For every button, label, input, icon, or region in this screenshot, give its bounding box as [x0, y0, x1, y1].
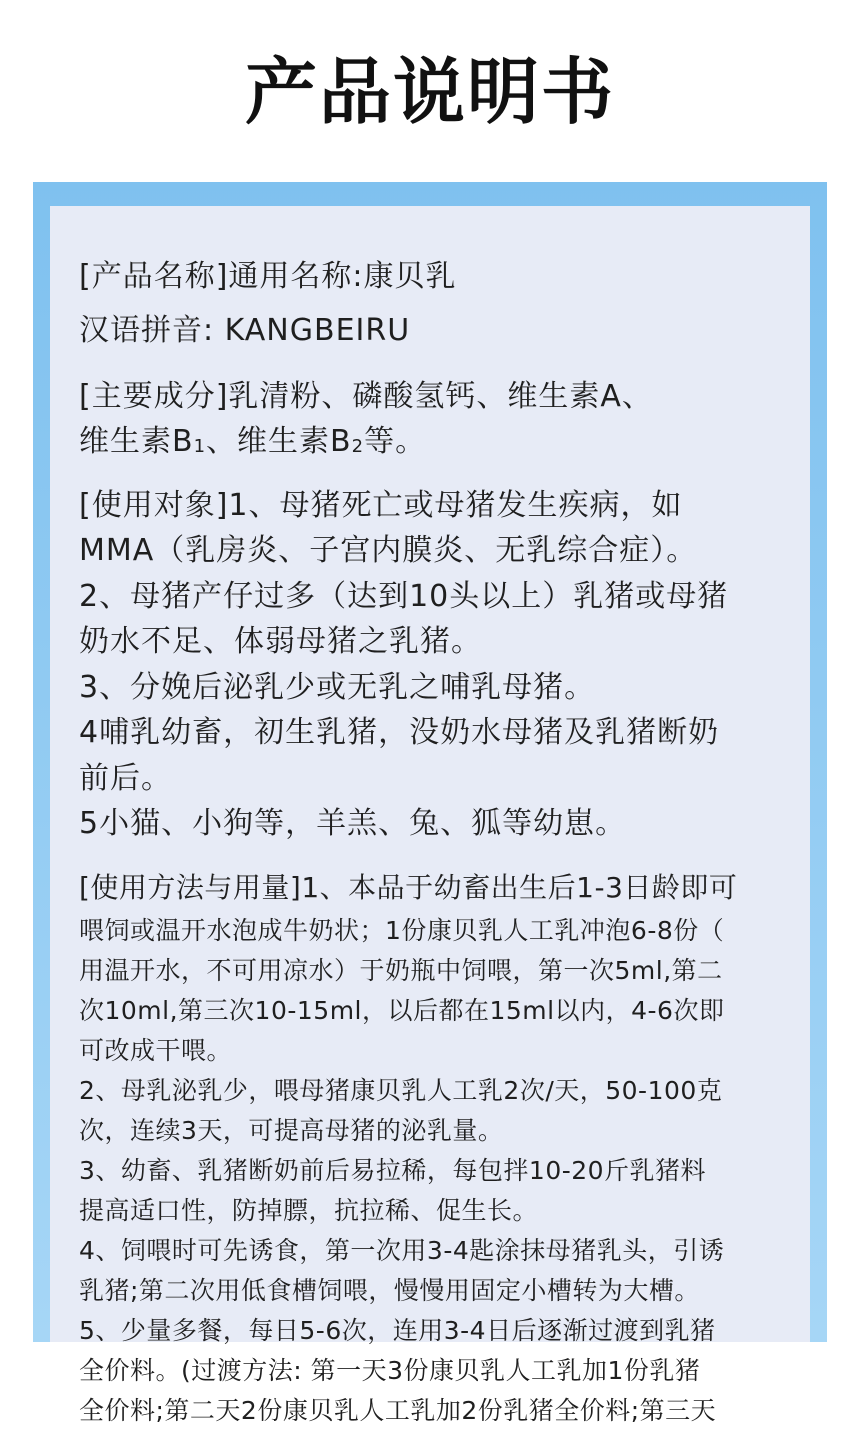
dosage-line: 乳猪;第二次用低食槽饲喂，慢慢用固定小槽转为大槽。	[79, 1275, 700, 1305]
usage-targets-line: [使用对象]1、母猪死亡或母猪发生疾病，如	[79, 487, 683, 523]
ingredients-line-1: [主要成分]乳清粉、磷酸氢钙、维生素A、	[79, 379, 653, 414]
dosage-line: [使用方法与用量]1、本品于幼畜出生后1-3日龄即可	[79, 870, 738, 904]
dosage-line: 5、少量多餐，每日5-6次，连用3-4日后逐渐过渡到乳猪	[79, 1315, 716, 1345]
usage-targets-line: 4哺乳幼畜，初生乳猪，没奶水母猪及乳猪断奶	[79, 715, 720, 751]
subscript-2: 2	[351, 435, 365, 457]
ingredients-text-b: 、维生素B	[206, 424, 352, 459]
ingredients-line-2	[79, 419, 799, 469]
usage-targets-line: 3、分娩后泌乳少或无乳之哺乳母猪。	[79, 669, 596, 705]
dosage-line: 次，连续3天，可提高母猪的泌乳量。	[79, 1115, 504, 1145]
dosage-line: 3、幼畜、乳猪断奶前后易拉稀，每包拌10-20斤乳猪料	[79, 1155, 707, 1185]
page-title: 产品说明书	[244, 50, 615, 134]
usage-targets-line: MMA（乳房炎、子宫内膜炎、无乳综合症）。	[79, 533, 698, 569]
product-name-section	[79, 248, 799, 360]
dosage-line: 次10ml,第三次10-15ml，以后都在15ml以内，4-6次即	[79, 995, 725, 1025]
instructions-content	[79, 256, 799, 1431]
usage-targets-line: 2、母猪产仔过多（达到10头以上）乳猪或母猪	[79, 578, 729, 614]
subscript-1: 1	[193, 435, 207, 457]
usage-targets-line: 5小猫、小狗等，羊羔、兔、狐等幼崽。	[79, 806, 627, 842]
usage-targets-section	[79, 483, 799, 847]
dosage-line: 全价料。(过渡方法: 第一天3份康贝乳人工乳加1份乳猪	[79, 1355, 701, 1385]
dosage-line: 2、母乳泌乳少，喂母猪康贝乳人工乳2次/天，50-100克	[79, 1075, 723, 1105]
dosage-line: 全价料;第二天2份康贝乳人工乳加2份乳猪全价料;第三天	[79, 1395, 717, 1425]
dosage-line: 4、饲喂时可先诱食，第一次用3-4匙涂抹母猪乳头，引诱	[79, 1235, 725, 1265]
pinyin-line: 汉语拼音: KANGBEIRU	[79, 313, 411, 348]
ingredients-text-a: 维生素B	[79, 424, 194, 459]
dosage-line: 提高适口性，防掉膘，抗拉稀、促生长。	[79, 1195, 539, 1225]
usage-targets-line: 前后。	[79, 760, 172, 796]
dosage-section	[79, 865, 799, 1431]
usage-targets-line: 奶水不足、体弱母猪之乳猪。	[79, 624, 482, 660]
dosage-line: 用温开水，不可用凉水）于奶瓶中饲喂，第一次5ml,第二	[79, 955, 723, 985]
dosage-line: 喂饲或温开水泡成牛奶状；1份康贝乳人工乳冲泡6-8份（	[79, 915, 725, 945]
instructions-frame	[33, 182, 827, 1425]
instructions-panel	[50, 206, 810, 1425]
product-name-line: [产品名称]通用名称:康贝乳	[79, 259, 457, 294]
dosage-line: 可改成干喂。	[79, 1035, 233, 1065]
ingredients-section	[79, 374, 799, 469]
ingredients-text-c: 等。	[364, 424, 427, 459]
